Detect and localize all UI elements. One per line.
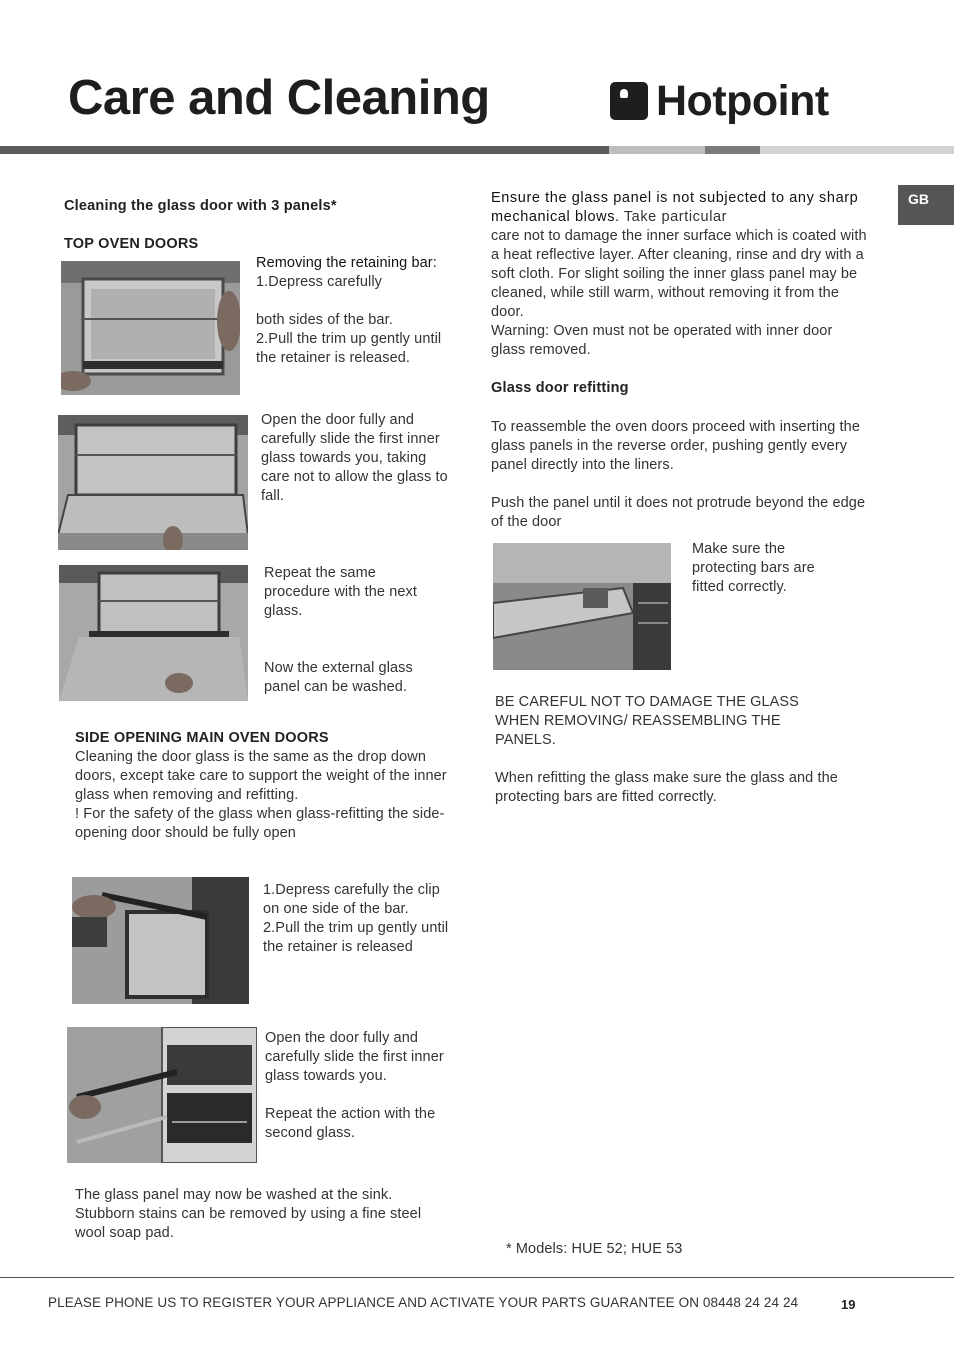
header-divider-segment	[705, 146, 760, 154]
step5-text: Open the door fully and carefully slide the first inner glass towards you. Repeat the action with the second glass.	[265, 1030, 444, 1141]
step1-label: Removing the retaining bar:	[256, 255, 437, 271]
oven-photo-depress-clip	[72, 877, 249, 1004]
oven-photo-side-door	[67, 1027, 257, 1163]
ensure-bold: Ensure the glass panel is not subjected to any sharp mechanical blows.	[491, 190, 859, 225]
ensure-paragraph-a	[491, 189, 867, 227]
section-heading: Cleaning the glass door with 3 panels*	[64, 198, 337, 214]
header-divider-segment	[760, 146, 954, 154]
final-text: The glass panel may now be washed at the sink. Stubborn stains can be removed by using a fine steel wool soap pad.	[75, 1187, 422, 1241]
footer-divider	[0, 1277, 954, 1278]
step3b-text: Now the external glass panel can be washed.	[264, 660, 413, 695]
oven-photo-slide-glass	[58, 415, 248, 550]
page-title: Care and Cleaning	[68, 71, 490, 125]
step1-text: both sides of the bar. 2.Pull the trim up gently until the retainer is released.	[256, 312, 442, 366]
page-number: 19	[841, 1297, 856, 1312]
step1-block	[256, 254, 446, 292]
step2-text: Open the door fully and carefully slide the first inner glass towards you, taking care not to allow the glass to fall.	[261, 412, 448, 504]
step1-line-a: 1.Depress carefully	[256, 274, 383, 290]
refit-heading: Glass door refitting	[491, 380, 629, 396]
careful-warning: BE CAREFUL NOT TO DAMAGE THE GLASS WHEN REMOVING/ REASSEMBLING THE PANELS.	[495, 694, 799, 748]
push-text: Push the panel until it does not protrude beyond the edge of the door	[491, 495, 866, 530]
models-note: * Models: HUE 52; HUE 53	[506, 1241, 683, 1257]
oven-photo-retaining-bar	[61, 261, 240, 395]
language-tab[interactable]: GB	[898, 185, 954, 225]
refit-note: When refitting the glass make sure the glass and the protecting bars are fitted correctly.	[495, 770, 838, 805]
brand-name: Hotpoint	[656, 77, 829, 125]
ensure-rest-a: Take particular	[623, 209, 728, 225]
top-oven-doors-heading: TOP OVEN DOORS	[64, 236, 199, 252]
step3-text: Repeat the same procedure with the next glass.	[264, 565, 418, 619]
hotpoint-logo-icon	[610, 82, 648, 120]
oven-photo-protecting-bars	[493, 543, 671, 670]
ensure-paragraph-b: care not to damage the inner surface which is coated with a heat reflective layer. After cleaning, rinse and dry with a soft cloth. For slight soiling the inner glass panel may be cleaned, while still warm, without removing it from the door. Warning: Oven must not be operated with inner door glass removed.	[491, 228, 867, 358]
footer-text: PLEASE PHONE US TO REGISTER YOUR APPLIANCE AND ACTIVATE YOUR PARTS GUARANTEE ON 08448 24 24 24	[48, 1295, 799, 1310]
step4-text: 1.Depress carefully the clip on one side of the bar. 2.Pull the trim up gently until the retainer is released	[263, 882, 449, 955]
oven-photo-next-glass	[59, 565, 248, 701]
side-opening-heading: SIDE OPENING MAIN OVEN DOORS	[75, 730, 329, 746]
header-divider-segment	[609, 146, 705, 154]
refit-text: To reassemble the oven doors proceed with inserting the glass panels in the reverse order, pushing gently every panel directly into the liners.	[491, 419, 861, 473]
brand-logo	[610, 76, 829, 126]
side-opening-text: Cleaning the door glass is the same as the drop down doors, except take care to support the weight of the inner glass when removing and refitting. ! For the safety of the glass when glass-refitting the side-opening door should be fully open	[75, 749, 447, 841]
header-divider	[0, 146, 609, 154]
protect-text: Make sure the protecting bars are fitted correctly.	[692, 541, 815, 595]
